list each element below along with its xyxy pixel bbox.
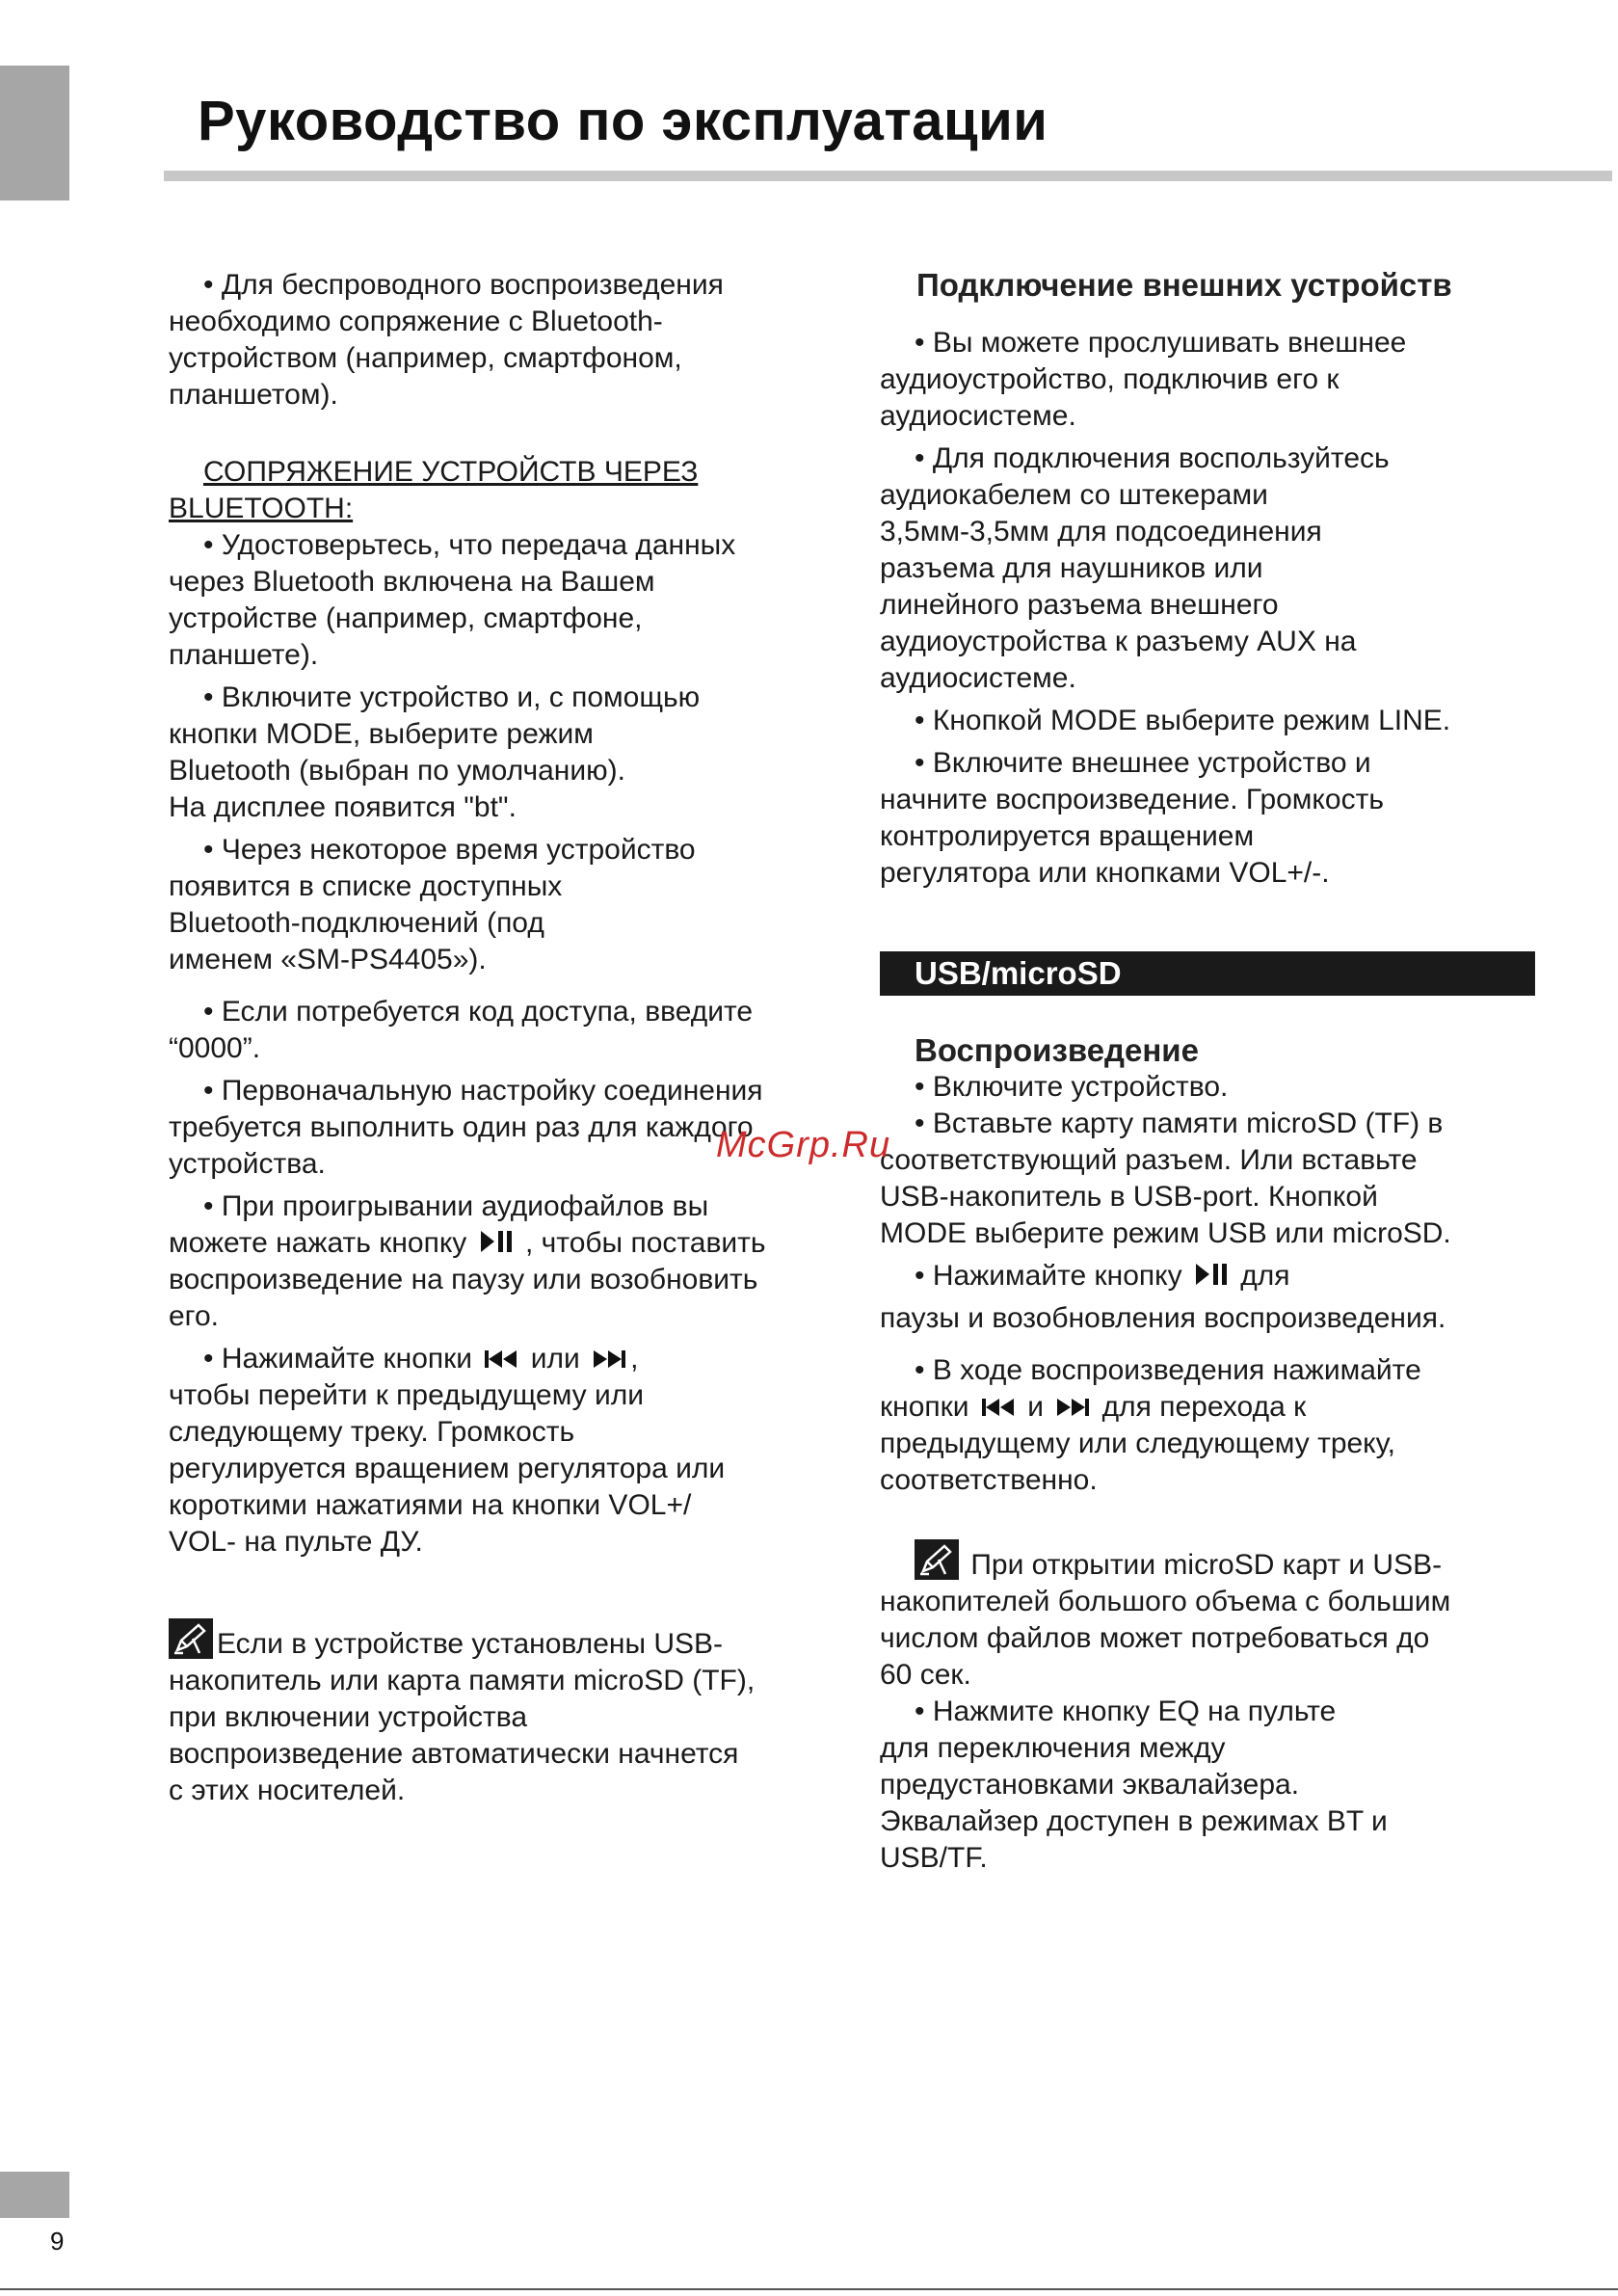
text-line: 60 сек. — [880, 1659, 971, 1691]
side-tab-marker-bottom — [0, 2172, 69, 2218]
text-line: USB/TF. — [880, 1842, 988, 1874]
text-line: регулируется вращением регулятора или — [169, 1453, 726, 1484]
note-pencil-icon — [169, 1618, 213, 1659]
next-track-icon — [1055, 1397, 1090, 1418]
paragraph — [169, 267, 819, 304]
text-line: • Нажмите кнопку EQ на пульте — [915, 1695, 1337, 1727]
text-line: планшетом). — [169, 379, 338, 411]
page-number: 9 — [50, 2227, 65, 2256]
text-fragment: и — [1027, 1391, 1044, 1423]
note-line — [169, 1618, 819, 1663]
text-line: USB-накопитель в USB-port. Кнопкой — [880, 1181, 1378, 1213]
left-column — [169, 267, 819, 1809]
text-line: его. — [169, 1300, 219, 1332]
text-fragment: Если в устройстве установлены USB- — [217, 1628, 724, 1660]
text-line: начните воспроизведение. Громкость — [880, 784, 1384, 815]
text-line: соответственно. — [880, 1464, 1098, 1496]
text-line: для переключения между — [880, 1732, 1226, 1764]
play-pause-icon — [1194, 1262, 1229, 1287]
text-line: VOL- на пульте ДУ. — [169, 1526, 423, 1558]
text-line: планшете). — [169, 639, 319, 671]
text-fragment: для перехода к — [1101, 1391, 1307, 1423]
text-line: предустановками эквалайзера. — [880, 1769, 1300, 1801]
text-line: Bluetooth-подключений (под — [169, 907, 544, 939]
bottom-rule — [0, 2288, 1618, 2290]
play-pause-icon — [479, 1229, 514, 1254]
text-line: кнопки MODE, выберите режим — [169, 718, 594, 750]
text-fragment: для — [1240, 1260, 1290, 1292]
section-heading-playback: Воспроизведение — [915, 1032, 1199, 1068]
text-line: устройством (например, смартфоном, — [169, 342, 682, 374]
text-line: • В ходе воспроизведения нажимайте — [915, 1354, 1421, 1386]
text-line — [880, 1389, 1535, 1426]
text-line: накопителей большого объема с большим — [880, 1586, 1451, 1617]
text-line: паузы и возобновления воспроизведения. — [880, 1302, 1446, 1334]
note-pencil-icon — [915, 1539, 959, 1580]
text-line: “0000”. — [169, 1032, 261, 1064]
text-line: • Включите внешнее устройство и — [915, 747, 1371, 779]
section-heading-external-devices: Подключение внешних устройств — [916, 267, 1452, 303]
note-line — [880, 1539, 1535, 1584]
side-tab-marker — [0, 66, 69, 200]
text-line: 3,5мм-3,5мм для подсоединения — [880, 516, 1322, 547]
text-line: • Для подключения воспользуйтесь — [915, 442, 1390, 474]
text-line: На дисплее появится "bt". — [169, 791, 517, 823]
text-fragment: • Нажимайте кнопку — [915, 1260, 1182, 1292]
previous-track-icon — [484, 1348, 518, 1370]
section-band-usb-microsd: USB/microSD — [880, 951, 1535, 996]
text-line: • Вставьте карту памяти microSD (TF) в — [915, 1108, 1444, 1139]
watermark-text: McGrp.Ru — [716, 1125, 891, 1165]
text-line: аудиокабелем со штекерами — [880, 479, 1268, 511]
text-line — [169, 1225, 819, 1262]
text-line: Bluetooth (выбран по умолчанию). — [169, 755, 625, 787]
text-line: MODE выберите режим USB или microSD. — [880, 1217, 1451, 1249]
text-line: • Кнопкой MODE выберите режим LINE. — [915, 705, 1451, 736]
text-line: накопитель или карта памяти microSD (TF), — [169, 1665, 756, 1696]
text-line: через Bluetooth включена на Вашем — [169, 566, 655, 598]
text-line: разъема для наушников или — [880, 552, 1263, 584]
text-line: Эквалайзер доступен в режимах BT и — [880, 1805, 1388, 1837]
text-line: • Для беспроводного воспроизведения — [203, 269, 724, 301]
text-line: линейного разъема внешнего — [880, 589, 1279, 621]
text-fragment: • Нажимайте кнопки — [203, 1343, 473, 1375]
text-line: • Включите устройство. — [915, 1071, 1229, 1103]
text-line: при включении устройства — [169, 1701, 528, 1733]
text-line: • При проигрывании аудиофайлов вы — [203, 1190, 709, 1222]
text-line: • Если потребуется код доступа, введите — [203, 996, 754, 1028]
previous-track-icon — [981, 1397, 1016, 1418]
text-line: предыдущему или следующему треку, — [880, 1428, 1395, 1459]
text-fragment: кнопки — [880, 1391, 969, 1423]
text-fragment: При открытии microSD карт и USB- — [970, 1549, 1443, 1581]
text-line: появится в списке доступных — [169, 870, 563, 902]
text-line: чтобы перейти к предыдущему или — [169, 1379, 645, 1411]
text-line: • Через некоторое время устройство — [203, 834, 696, 866]
text-line: именем «SM-PS4405»). — [169, 944, 487, 975]
text-line: воспроизведение автоматически начнется — [169, 1738, 739, 1770]
text-fragment: или — [530, 1343, 580, 1375]
next-track-icon — [592, 1348, 626, 1370]
text-line: следующему треку. Громкость — [169, 1416, 575, 1448]
text-line: • Вы можете прослушивать внешнее — [915, 327, 1407, 359]
text-line: контролируется вращением — [880, 820, 1255, 852]
text-line: • Первоначальную настройку соединения — [203, 1075, 763, 1107]
text-line: соответствующий разъем. Или вставьте — [880, 1144, 1418, 1176]
text-line: необходимо сопряжение с Bluetooth- — [169, 306, 663, 337]
text-line: воспроизведение на паузу или возобновить — [169, 1264, 758, 1295]
text-line: устройстве (например, смартфоне, — [169, 602, 643, 634]
right-column — [880, 267, 1535, 1877]
text-line: • Включите устройство и, с помощью — [203, 681, 701, 713]
page-title: Руководство по эксплуатации — [198, 90, 1048, 152]
text-fragment: можете нажать кнопку — [169, 1227, 467, 1259]
text-line: регулятора или кнопками VOL+/-. — [880, 857, 1330, 889]
text-line: • Удостоверьтесь, что передача данных — [203, 529, 736, 561]
section-heading-bluetooth: СОПРЯЖЕНИЕ УСТРОЙСТВ ЧЕРЕЗ — [203, 456, 699, 488]
text-line: с этих носителей. — [169, 1775, 406, 1806]
text-line — [880, 1258, 1535, 1295]
text-line: числом файлов может потребоваться до — [880, 1622, 1430, 1654]
text-line: аудиоустройство, подключив его к — [880, 363, 1339, 395]
text-line: аудиосистеме. — [880, 662, 1076, 694]
text-line: короткими нажатиями на кнопки VOL+/ — [169, 1489, 692, 1521]
text-line: требуется выполнить один раз для каждого — [169, 1111, 754, 1143]
title-rule — [164, 171, 1612, 181]
text-line — [169, 1341, 819, 1377]
text-line: аудиосистеме. — [880, 400, 1076, 432]
text-fragment: , — [630, 1343, 639, 1375]
section-heading-bluetooth-cont: BLUETOOTH: — [169, 493, 354, 524]
text-line: аудиоустройства к разъему AUX на — [880, 626, 1357, 657]
text-fragment: , чтобы поставить — [524, 1227, 766, 1259]
text-line: устройства. — [169, 1148, 326, 1180]
